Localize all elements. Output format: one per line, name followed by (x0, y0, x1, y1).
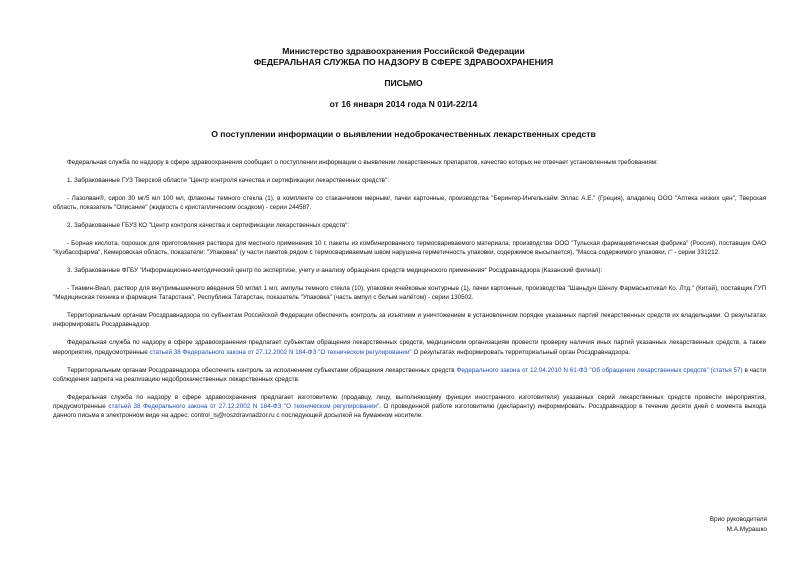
law-184-fz-link[interactable]: статьей 38 Федерального закона от 27.12.2002 N 184-ФЗ "О техническом регулировании" (149, 348, 412, 356)
paragraph-manufacturer: Федеральная служба по надзору в сфере здравоохранения предлагает изготовителю (продавцу, лицу, выполняющему функции иностранного изготовителя) указанных серий лекарственных средств провести мероприятия, предусмотренные статьей 38 Федерального закона от 27.12.2002 N 184-ФЗ "О техническом регулировании". О проведенной работе изготовителю (декларанту) информировать. Росздравнадзор в течение десяти дней с момента выхода данного письма в электронном виде на адрес: control_ls@roszdravnadzor.ru с последующей досылкой на бумажном носителе. (53, 393, 766, 420)
ministry-name: Министерство здравоохранения Российской Федерации (282, 46, 525, 56)
paragraph-item-2: 2. Забракованные ГБУЗ КО "Центр контроля качества и сертификации лекарственных средств": (67, 221, 350, 229)
document-header (0, 46, 807, 110)
document-body (53, 158, 766, 429)
law-61-fz-link[interactable]: Федерального закона от 12.04.2010 N 61-ФЗ "Об обращении лекарственных средств" (456, 366, 709, 374)
signatory-role: Врио руководителя (709, 516, 767, 523)
paragraph-item-1: 1. Забракованные ГУЗ Тверской области "Центр контроля качества и сертификации лекарственных средств": (67, 176, 389, 184)
paragraph-item-3: 3. Забракованные ФГБУ "Информационно-методический центр по экспертизе, учету и анализу обращения средств медицинского применения" Росздравнадзора (Казанский филиал): (67, 267, 603, 275)
paragraph-item-2-detail: - Борная кислота, порошок для приготовления раствора для местного применения 10 г, пакеты из комбинированного термосвариваемого материала, производства ООО "Тульская фармацевтическая фабрика" (Россия), поставщик ОАО "Кузбассфарма", Кемеровская область, показатели: "Упаковка" (у части пакетов рядом с термосвариваемым швом нарушена герметичность упаковки, содержимое высыпается), "Масса содержимого упаковки, г" - серии 331212. (53, 239, 766, 257)
document-type: ПИСЬМО (384, 78, 423, 88)
paragraph-item-3-detail: - Тиамин-Виал, раствор для внутримышечного введения 50 мг/мл 1 мл, ампулы темного стекла (10), упаковки ячейковые контурные (1), пачки картонные, производства "Шаньдун Шенлу Фармасьютикал Ко. Лтд." (Китай), поставщик ГУП "Медицинская техника и фармация Татарстана", Республика Татарстан, показатель "Упаковка" (часть ампул с белым налётом) - серии 130502. (53, 284, 766, 302)
law-184-fz-link-2[interactable]: статьей 38 Федерального закона от 27.12.2002 N 184-ФЗ "О техническом регулировании" (108, 402, 380, 410)
document-date-number: от 16 января 2014 года N 01И-22/14 (329, 99, 478, 109)
signatory-name: М.А.Мурашко (726, 526, 767, 533)
document-title: О поступлении информации о выявлении недоброкачественных лекарственных средств (211, 129, 596, 139)
paragraph-territorial-control: Территориальным органам Росздравнадзора по субъектам Российской Федерации обеспечить контроль за изъятием и уничтожением в установленном порядке указанных партий лекарственных средств их владельцами. О результатах информировать Росздравнадзор. (53, 312, 766, 329)
article-57-link[interactable]: (статья 57) (710, 366, 743, 374)
paragraph-intro: Федеральная служба по надзору в сфере здравоохранения сообщает о поступлении информации о выявлении лекарственных препаратов, качество которых не отвечает установленным требованиям: (67, 159, 658, 166)
service-name: ФЕДЕРАЛЬНАЯ СЛУЖБА ПО НАДЗОРУ В СФЕРЕ ЗДРАВООХРАНЕНИЯ (253, 57, 554, 67)
paragraph-item-1-detail: - Лазолван®, сироп 30 мг/5 мл 100 мл, флаконы темного стекла (1), в комплекте со стаканчиком мерным/, пачки картонные, производства "Берингер-Ингельхайм Эллас А.Е." (Греция), владелец ООО "Аптека низких цен", Тверская область, показатель "Описание" (жидкость с кристаллическим осадком) - серии 244587. (53, 194, 766, 212)
paragraph-enforcement: Территориальным органам Росздравнадзора обеспечить контроль за исполнением субъектами обращения лекарственных средств Федерального закона от 12.04.2010 N 61-ФЗ "Об обращении лекарственных средств" (статья 57) в части соблюдения запрета на реализацию недоброкачественных лекарственных средств. (53, 366, 766, 383)
paragraph-subjects-check: Федеральная служба по надзору в сфере здравоохранения предлагает субъектам обращения лекарственных средств, медицинским организациям провести проверку наличия иных партий указанных лекарственных средств, а также мероприятия, предусмотренные статьей 38 Федерального закона от 27.12.2002 N 184-ФЗ "О техническом регулировании" О результатах информировать территориальный орган Росздравнадзора. (53, 339, 766, 356)
signature-block (710, 515, 767, 535)
